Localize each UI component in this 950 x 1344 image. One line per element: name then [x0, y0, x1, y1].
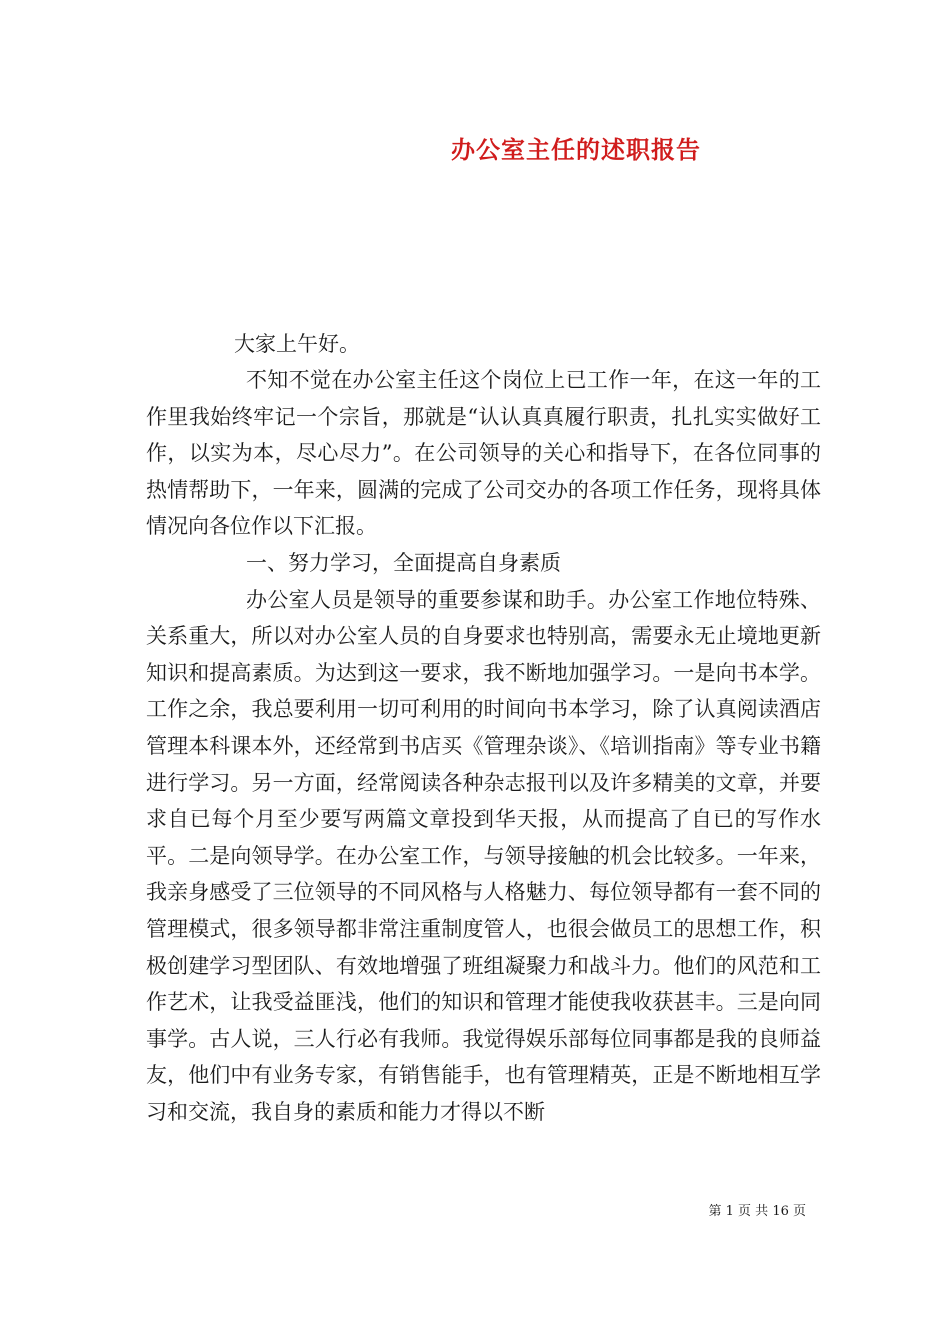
greeting-line: 大家上午好。	[234, 332, 360, 356]
paragraph-intro: 不知不觉在办公室主任这个岗位上已工作一年，在这一年的工作里我始终牢记一个宗旨，那就是“认认真真履行职责，扎扎实实做好工作，以实为本，尽心尽力”。在公司领导的关心和指导下，在各位同事的热情帮助下，一年来，圆满的完成了公司交办的各项工作任务，现将具体情况向各位作以下汇报。	[146, 368, 821, 539]
page-number: 第 1 页 共 16 页	[708, 1204, 806, 1219]
document-body	[146, 362, 821, 1130]
document-title: 办公室主任的述职报告	[451, 135, 701, 164]
paragraph-study: 办公室人员是领导的重要参谋和助手。办公室工作地位特殊、关系重大，所以对办公室人员的自身要求也特别高，需要永无止境地更新知识和提高素质。为达到这一要求，我不断地加强学习。一是向书本学。工作之余，我总要利用一切可利用的时间向书本学习，除了认真阅读酒店管理本科课本外，还经常到书店买《管理杂谈》、《培训指南》等专业书籍进行学习。另一方面，经常阅读各种杂志报刊以及许多精美的文章，并要求自已每个月至少要写两篇文章投到华天报，从而提高了自已的写作水平。二是向领导学。在办公室工作，与领导接触的机会比较多。一年来，我亲身感受了三位领导的不同风格与人格魅力、每位领导都有一套不同的管理模式，很多领导都非常注重制度管人，也很会做员工的思想工作，积极创建学习型团队、有效地增强了班组凝聚力和战斗力。他们的风范和工作艺术，让我受益匪浅，他们的知识和管理才能使我收获甚丰。三是向同事学。古人说，三人行必有我师。我觉得娱乐部每位同事都是我的良师益友，他们中有业务专家，有销售能手，也有管理精英，正是不断地相互学习和交流，我自身的素质和能力才得以不断	[146, 587, 821, 1124]
section-heading: 一、努力学习，全面提高自身素质	[246, 550, 561, 575]
